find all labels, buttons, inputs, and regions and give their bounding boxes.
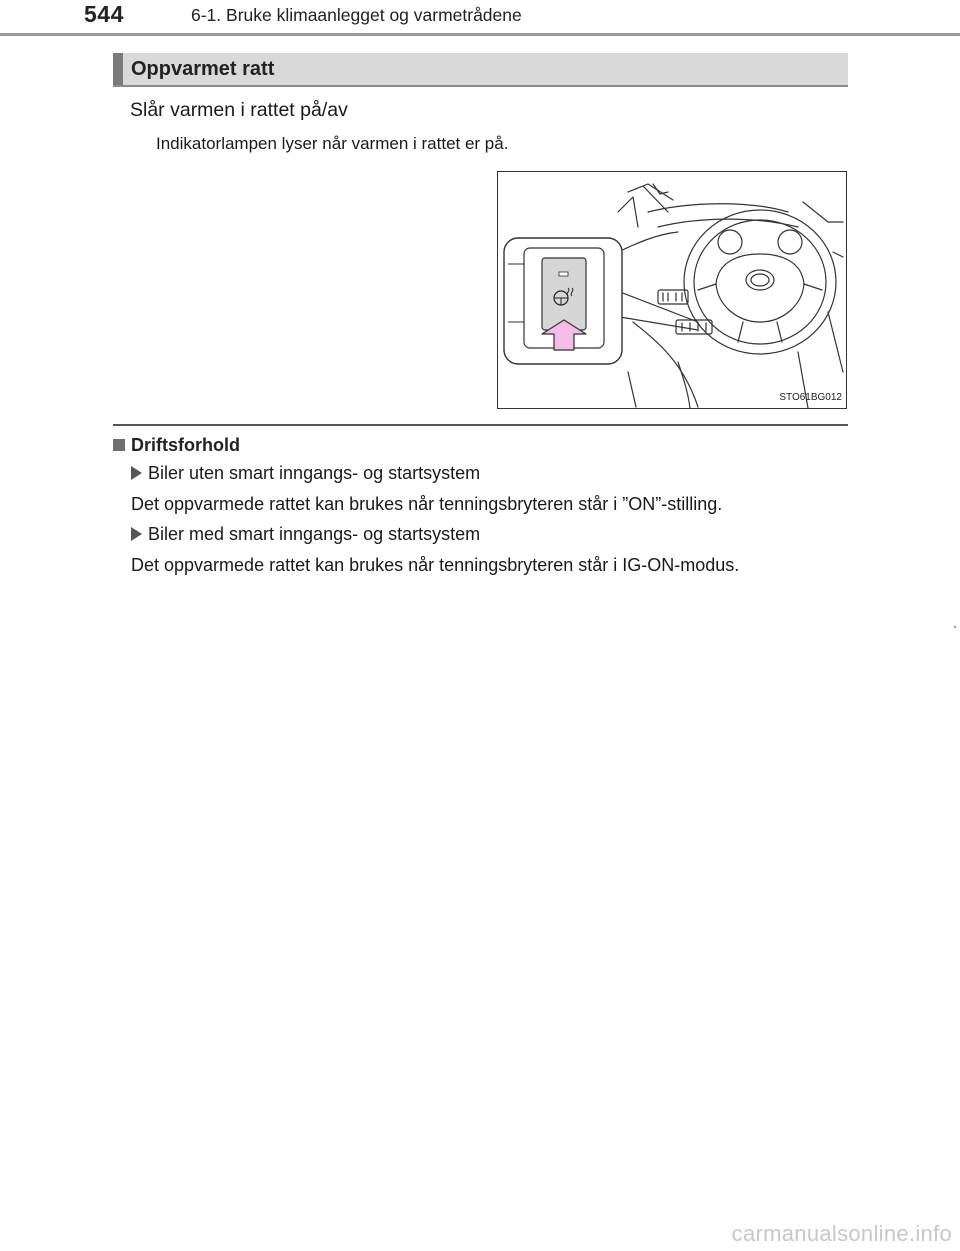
conditions-heading-text: Driftsforhold <box>131 435 240 455</box>
step-note: Indikatorlampen lyser når varmen i rattet er på. <box>156 134 509 153</box>
section-divider <box>113 424 848 426</box>
step-text: Slår varmen i rattet på/av <box>130 99 348 121</box>
condition-text-2: Det oppvarmede rattet kan brukes når tenningsbryteren står i IG-ON-modus. <box>131 555 740 575</box>
triangle-bullet-icon <box>131 527 142 541</box>
dashboard-illustration <box>498 172 847 409</box>
conditions-heading <box>113 433 240 457</box>
triangle-bullet-icon <box>131 466 142 480</box>
page-number: 544 <box>84 1 124 27</box>
condition-label-text: Biler med smart inngangs- og startsystem <box>148 524 481 544</box>
figure-code: STO61BG012 <box>779 392 842 403</box>
condition-text-1: Det oppvarmede rattet kan brukes når tenningsbryteren står i ”ON”-stilling. <box>131 494 723 514</box>
chapter-title: 6-1. Bruke klimaanlegget og varmetrådene <box>191 5 522 25</box>
watermark: carmanualsonline.info <box>731 1221 952 1246</box>
condition-label-1 <box>131 461 480 485</box>
heated-steering-wheel-figure <box>497 171 847 409</box>
square-bullet-icon <box>113 439 125 451</box>
section-title: Oppvarmet ratt <box>131 58 275 80</box>
header-rule <box>0 33 960 36</box>
section-bar-accent <box>113 53 123 85</box>
section-header-bar <box>113 53 848 87</box>
edge-mark <box>954 626 956 628</box>
condition-label-2 <box>131 522 480 546</box>
condition-label-text: Biler uten smart inngangs- og startsystem <box>148 463 481 483</box>
